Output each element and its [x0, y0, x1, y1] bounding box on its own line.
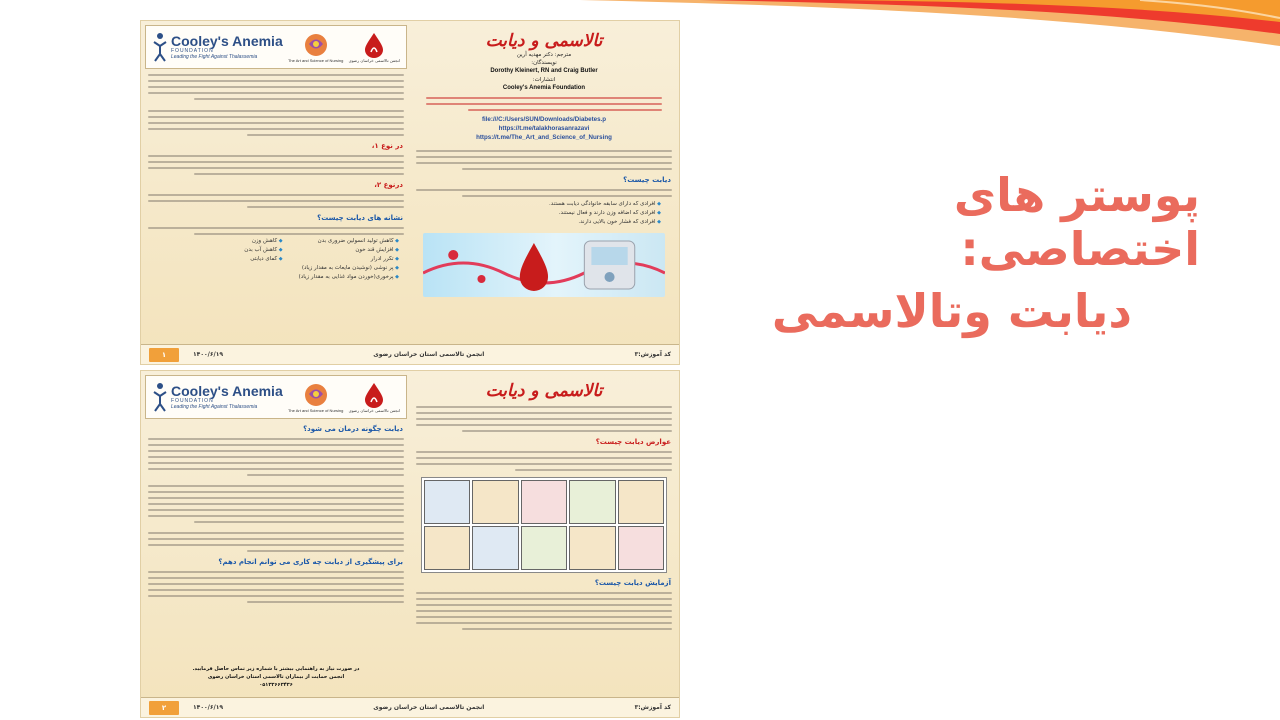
contact-phone: ۰۵۱۳۳۶۶۳۴۳۶ [259, 682, 293, 688]
symptoms-intro [145, 227, 407, 235]
nursing-logo [288, 32, 343, 63]
contact-block [191, 665, 361, 689]
nursing-caption: The Art and Science of Nursing [287, 57, 344, 63]
list-item: ◆ پرخوری(خوردن مواد غذایی به مقدار زیاد) [299, 273, 399, 282]
footer-org: انجمن تالاسمی استان خراسان رضوی [373, 351, 485, 358]
publisher: Cooley's Anemia Foundation [502, 85, 586, 91]
link-file[interactable]: file:///C:/Users/SUN/Downloads/Diabetes.p [481, 116, 607, 123]
list-item: ◆ تکرر ادرار [299, 255, 399, 264]
list-item: ◆ کمای دیابتی [244, 255, 282, 264]
poster2-logo-bar [145, 375, 407, 419]
poster1-logo-bar [145, 25, 407, 69]
figure-icon [152, 32, 168, 62]
what-is-diabetes-heading: دیابت چیست؟ [623, 176, 671, 184]
cooley-tag: Leading the Fight Against Thalassemia [171, 54, 258, 60]
list-item: ◆ پر نوشی (نوشیدن مایعات به مقدار زیاد) [299, 264, 399, 273]
test-heading: آزمایش دیابت چیست؟ [594, 579, 671, 587]
footer-date: ۱۴۰۰/۶/۱۹ [193, 351, 224, 358]
list-item: ◆ کاهش وزن [244, 237, 282, 246]
definition-paragraph [413, 150, 675, 170]
society-caption: انجمن تالاسمی خراسان رضوی [348, 57, 400, 63]
footer-code: کد آموزش:۳ [634, 704, 671, 711]
list-item: ◆ افرادی که دارای سابقه خانوادگی دیابت هستند. [421, 200, 661, 209]
cooley-name: Cooley's Anemia [171, 33, 283, 49]
footer-org: انجمن تالاسمی استان خراسان رضوی [373, 704, 485, 711]
blood-drop-icon [363, 382, 385, 408]
glucometer-illustration [423, 233, 665, 297]
symptoms-list [149, 237, 399, 282]
treatment-heading: دیابت چگونه درمان می شود؟ [303, 425, 403, 433]
nursing-logo [288, 382, 343, 413]
cooley-sub: FOUNDATION [171, 398, 214, 404]
footer-code: کد آموزش:۳ [634, 351, 671, 358]
list-item: ◆ افرادی که فشار خون بالایی دارند. [421, 218, 661, 227]
poster2-footer [141, 697, 679, 717]
intro-paragraph [413, 406, 675, 432]
glucometer-icon [423, 233, 665, 297]
test-paragraph [413, 592, 675, 630]
prevention-heading: برای پیشگیری از دیابت چه کاری می توانم انجام دهم؟ [218, 558, 403, 566]
authors: Dorothy Kleinert, RN and Craig Butler [490, 68, 598, 74]
complications-heading: عوارض دیابت چیست؟ [595, 438, 671, 446]
links-block [413, 115, 675, 142]
list-item: ◆ افزایش قند خون [299, 246, 399, 255]
prevention-paragraph [145, 571, 407, 603]
page-badge: ۱ [149, 348, 179, 362]
list-item: ◆ کاهش آب بدن [244, 246, 282, 255]
cooley-sub: FOUNDATION [171, 48, 214, 54]
slide-title: پوستر های اختصاصی: [953, 168, 1200, 276]
poster2-left-column [145, 375, 407, 695]
poster1-right-column [413, 25, 675, 342]
what-paragraph [413, 189, 675, 197]
society-caption: انجمن تالاسمی خراسان رضوی [348, 407, 400, 413]
type2-heading: درنوع ۲، [374, 181, 403, 189]
poster-diabetes-page-1 [140, 20, 680, 365]
poster1-title: تالاسمی و دیابت [485, 31, 603, 51]
poster1-footer [141, 344, 679, 364]
poster2-title: تالاسمی و دیابت [485, 381, 603, 401]
link-telegram-1[interactable]: https://t.me/talakhorasanrazavi [498, 125, 590, 132]
brain-icon [303, 32, 329, 58]
contact-line-2: انجمن حمایت از بیماران تالاسمی استان خراسان رضوی [207, 674, 345, 680]
type2-paragraph [145, 194, 407, 208]
list-item: ◆ کاهش تولید انسولین ضروری بدن [299, 237, 399, 246]
complications-paragraph [413, 451, 675, 471]
cooley-logo [152, 382, 283, 412]
page-badge: ۲ [149, 701, 179, 715]
contact-line-1: در صورت نیاز به راهنمایی بیشتر با شماره زیر تماس حاصل فرمایید. [192, 666, 360, 672]
cooley-tag: Leading the Fight Against Thalassemia [171, 404, 258, 410]
society-logo [349, 382, 400, 413]
disclaimer [423, 97, 665, 111]
poster-diabetes-page-2 [140, 370, 680, 718]
type1-heading: در نوع ۱، [371, 142, 403, 150]
blood-drop-icon [363, 32, 385, 58]
link-telegram-2[interactable]: https://t.me/The_Art_and_Science_of_Nursing [476, 134, 612, 141]
society-logo [349, 32, 400, 63]
brain-icon [303, 382, 329, 408]
authors-label: نویسندگان: [531, 60, 557, 66]
slide-subtitle: دیابت وتالاسمی [771, 284, 1132, 338]
figure-icon [152, 382, 168, 412]
list-item: ◆ افرادی که اضافه وزن دارند و فعال نیستند. [421, 209, 661, 218]
poster2-right-column [413, 375, 675, 695]
cooley-logo [152, 32, 283, 62]
symptoms-comic-illustration [421, 477, 667, 573]
intro-paragraph [145, 74, 407, 136]
type1-paragraph [145, 155, 407, 175]
footer-date: ۱۴۰۰/۶/۱۹ [193, 704, 224, 711]
header-decoration [580, 0, 1280, 60]
nursing-caption: The Art and Science of Nursing [287, 407, 344, 413]
translator: مترجم: دکتر مهدیه آرین [516, 52, 572, 58]
publisher-label: انتشارات: [532, 77, 556, 83]
risk-list [421, 200, 661, 227]
treatment-paragraph [145, 438, 407, 552]
symptoms-heading: نشانه های دیابت چیست؟ [317, 214, 403, 222]
cooley-name: Cooley's Anemia [171, 383, 283, 399]
poster1-left-column [145, 25, 407, 342]
